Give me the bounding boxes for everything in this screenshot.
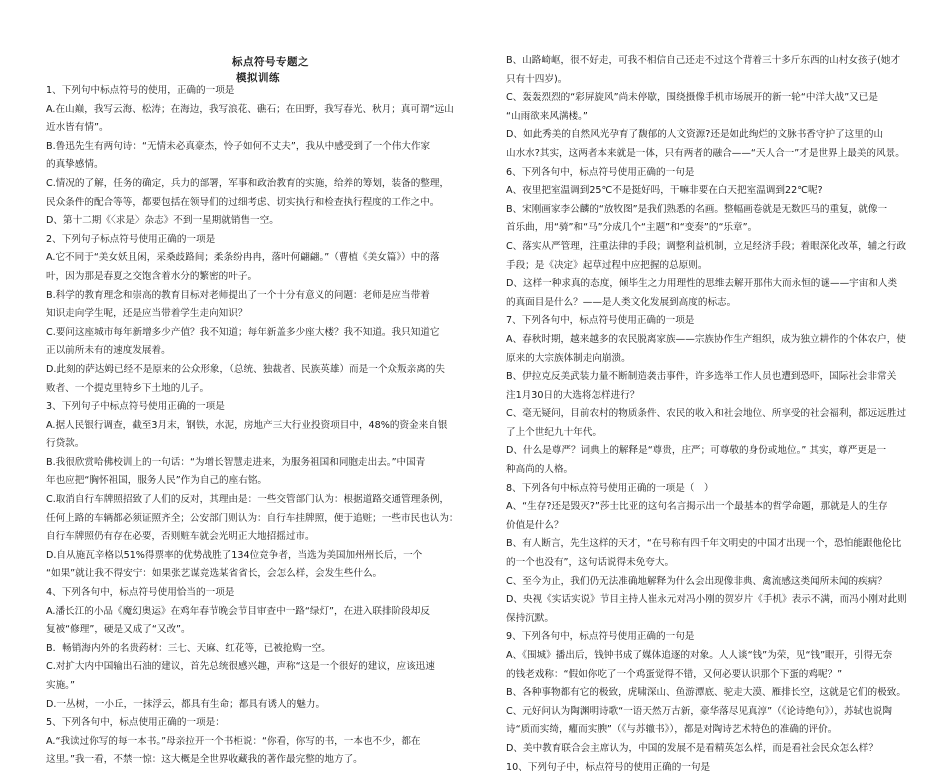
text-line: 的钱老戏称：“假如你吃了一个鸡蛋觉得不错，又何必要认识那个下蛋的鸡呢？”: [506, 668, 843, 680]
text-line: B.科学的教育理念和崇高的教育目标对老师提出了一个十分有意义的问题：老师是应当带着: [46, 289, 430, 301]
text-line: 任何上路的车辆都必须证照齐全；公安部门则认为：自行车挂牌照，便于追赃；一些市民也认为：: [46, 512, 459, 524]
text-line: D、第十二期《〈求是〉杂志》不到一星期就销售一空。: [46, 215, 279, 227]
text-line: 实施。”: [46, 680, 75, 691]
text-line: B、宋刚画家李公麟的“放牧图”是我们熟悉的名画。整幅画卷就是无数匹马的重复，就像一: [506, 203, 888, 215]
text-line: 8、下列各句中标点符号使用正确的一项是（ ）: [506, 482, 714, 494]
text-line: C.要问这座城市每年新增多少产值？我不知道；每年新盖多少座大楼？我不知道。我只知道它: [46, 326, 440, 338]
text-line: A.“我读过你写的每一本书。”母亲拉开一个书柜说：“你看，你写的书，一本也不少，都在: [46, 735, 421, 747]
text-line: 只有十四岁)。: [506, 73, 568, 85]
text-line: 复被“修理”，硬是又成了“又改”。: [46, 624, 191, 636]
text-line: C、毫无疑问，目前农村的物质条件、农民的收入和社会地位、所享受的社会福利，都远远胜过: [506, 408, 907, 420]
text-line: B.我很欣赏哈佛校训上的一句话：“为增长智慧走进来，为服务祖国和同胞走出去。”中国青: [46, 456, 426, 468]
text-line: 2、下列句子标点符号使用正确的一项是: [46, 233, 216, 245]
text-line: C.对扩大内中国输出石油的建议，首先总统很感兴趣，声称“这是一个很好的建议，应该迅速: [46, 661, 435, 673]
text-line: D、如此秀美的自然风光孕育了馥郁的人文资源?还是如此绚烂的文脉书香守护了这里的山: [506, 129, 884, 141]
text-line: B、各种事物都有它的极致，虎啸深山、鱼游潭底、驼走大漠、雁排长空，这就是它们的极致。: [506, 687, 906, 699]
text-line: 山水水?其实，这两者本来就是一体，只有两者的融合——“天人合一”才是世界上最美的风景。: [506, 147, 905, 159]
text-line: 首乐曲，用“骑”和“马”分成几个“主题”和“变奏”的“乐章”。: [506, 222, 758, 234]
text-line: 年也应把“胸怀祖国，服务人民”作为自己的座右铭。: [46, 475, 268, 487]
text-line: A、春秋时期，越来越多的农民脱离家族——宗族协作生产组织，成为独立耕作的个体农户，使: [506, 333, 906, 345]
text-line: 近水皆有情”。: [46, 122, 109, 134]
text-line: D.自从施瓦辛格以51%得票率的优势战胜了134位竞争者，当选为美国加州州长后，一个: [46, 549, 423, 561]
text-line: C、至今为止，我们仍无法准确地解释为什么会出现像非典、禽流感这类闻所未闻的疾病？: [506, 575, 887, 587]
text-line: 7、下列各句中，标点符号使用正确的一项是: [506, 315, 695, 327]
text-line: A.它不同于“美女妖且闲，采桑歧路间；柔条纷冉冉，落叶何翩翩。”（曹植《美女篇》）中的落: [46, 252, 440, 264]
text-line: 原来的大宗族体制走向崩溃。: [506, 352, 631, 364]
text-line: 4、下列各句中，标点符号使用恰当的一项是: [46, 587, 235, 599]
text-line: C.取消自行车牌照招致了人们的反对，其理由是：一些交管部门认为：根据道路交通管理条例，: [46, 494, 450, 506]
text-line: 了上个世纪九十年代。: [506, 426, 602, 438]
page-subtitle: 模拟训练: [236, 72, 280, 84]
text-line: D、美中教育联合会主席认为，中国的发展不是看精英怎么样，而是看社会民众怎么样？: [506, 742, 878, 754]
text-line: B、有人断言，先生这样的天才，“在号称有四千年文明史的中国才出现一个，恐怕能跟他伦比: [506, 538, 902, 550]
text-line: 种高尚的人格。: [506, 464, 574, 476]
text-line: A.潘长江的小品《魔幻奥运》在鸡年春节晚会节目审查中一路“绿灯”，在进入联排阶段却反: [46, 605, 430, 617]
text-line: D.一丛树，一小丘，一抹浮云，都具有生命；都具有诱人的魅力。: [46, 698, 326, 710]
page-title: 标点符号专题之: [232, 56, 309, 68]
text-line: 知识走向学生呢，还是应当带着学生走向知识？: [46, 308, 248, 320]
text-line: 的一个也没有”，这句话说得未免夸大。: [506, 557, 675, 569]
text-line: B、山路崎岖，很不好走，可我不相信自己还走不过这个背着三十多斤东西的山村女孩子(她才: [506, 55, 901, 66]
text-line: 注1月30日的大选将怎样进行？: [506, 389, 640, 401]
text-line: B．畅销海内外的名贵药材：三七、天麻、红花等，已被抢购一空。: [46, 642, 331, 654]
text-line: 叶，因为那是春夏之交饱含着水分的繁密的叶子。: [46, 270, 258, 282]
text-line: 这里。”我一看，不禁一惊：这大概是全世界收藏我的著作最完整的地方了。: [46, 754, 363, 766]
text-line: 价值是什么？: [506, 519, 564, 531]
text-line: D、什么是尊严？词典上的解释是“尊贵，庄严；可尊敬的身份或地位。” 其实，尊严更是一: [506, 445, 887, 457]
text-line: “如果”就让我不得安宁：如果张艺谋竞选某省省长，会怎么样，会发生些什么。: [46, 568, 383, 580]
text-line: A、《围城》播出后，钱钟书成了媒体追逐的对象。人人谈“钱”为荣，见“钱”眼开，引得无奈: [506, 650, 893, 661]
text-line: 保持沉默。: [506, 612, 554, 624]
text-line: C.情况的了解，任务的确定，兵力的部署，军事和政治教育的实施，给养的筹划，装备的整理，: [46, 177, 450, 189]
text-line: 民众条件的配合等等，都要包括在领导们的过细考虑、切实执行和检查执行程度的工作之中。: [46, 196, 440, 208]
text-line: D、央视《实话实说》节目主持人崔永元对冯小刚的贺岁片《手机》表示不满，而冯小刚对此则: [506, 594, 907, 606]
left-column: [46, 82, 466, 770]
text-line: A、夜里把室温调到25℃不是挺好吗，干嘛非要在白天把室温调到22℃呢?: [506, 185, 823, 197]
text-line: D、这样一种求真的态度，倾毕生之力用理性的思维去解开那伟大而永恒的谜——宇宙和人类: [506, 278, 898, 290]
text-line: A.在山巅，我写云海、松涛；在海边，我写浪花、礁石；在田野，我写春光、秋月；真可谓“远山: [46, 103, 454, 115]
text-line: 诗“质而实绮，癯而实腴”（《与苏辙书》），都是对陶诗艺术特色的准确的评价。: [506, 724, 838, 736]
text-line: 手段；是《决定》起草过程中应把握的总原则。: [506, 259, 708, 271]
right-column: [506, 52, 916, 777]
text-line: C、轰轰烈烈的“彩屏旋风”尚未停歇，围绕摄像手机市场展开的新一轮“中洋大战”又已是: [506, 92, 878, 104]
text-line: B、伊拉克反美武装力量不断制造袭击事件，许多选举工作人员也遭到恐吓，国际社会非常关: [506, 371, 897, 383]
text-line: 10、下列句子中，标点符号的使用正确的一句是: [506, 761, 711, 773]
text-line: 正以前所未有的速度发展着。: [46, 345, 171, 357]
text-line: 5、下列各句中，标点使用正确的一项是：: [46, 717, 225, 729]
text-line: 的真挚感情。: [46, 159, 104, 171]
text-line: “山雨欲来风满楼。”: [506, 110, 588, 122]
text-line: 3、下列句子中标点符号使用正确的一项是: [46, 401, 225, 413]
text-line: A、“生存?还是毁灭?”莎士比亚的这句名言揭示出一个最基本的哲学命题，那就是人的生存: [506, 501, 888, 513]
text-line: 的真面目是什么？——是人类文化发展到高度的标志。: [506, 296, 737, 308]
text-line: D.此刻的萨达姆已经不是原来的公众形象，（总统、独裁者、民族英雄）而是一个众叛亲离的失: [46, 363, 445, 375]
text-line: 败者、一个提克里特乡下土地的儿子。: [46, 382, 210, 394]
text-line: C、元好问认为陶渊明诗歌“一语天然万古新，豪华落尽见真淳”（《论诗绝句》），苏轼也说陶: [506, 705, 892, 717]
text-line: 9、下列各句中，标点符号使用正确的一句是: [506, 631, 695, 643]
text-line: A.据人民银行调查，截至3月末，钢铁，水泥，房地产三大行业投资项目中，48%的资金来自银: [46, 419, 448, 431]
text-line: 自行车牌照仍有存在必要，否则赃车就会光明正大地招摇过市。: [46, 531, 315, 543]
text-line: B.鲁迅先生有两句诗：“无情未必真豪杰，怜子如何不丈夫”，我从中感受到了一个伟大作家: [46, 140, 431, 152]
text-line: 6、下列各句中，标点符号使用正确的一句是: [506, 166, 695, 178]
text-line: 行贷款。: [46, 438, 85, 450]
text-line: 1、下列句中标点符号的使用，正确的一项是: [46, 85, 235, 96]
text-line: C、落实从严管理，注重法律的手段；调整利益机制，立足经济手段；着眼深化改革，辅之行政: [506, 240, 907, 252]
